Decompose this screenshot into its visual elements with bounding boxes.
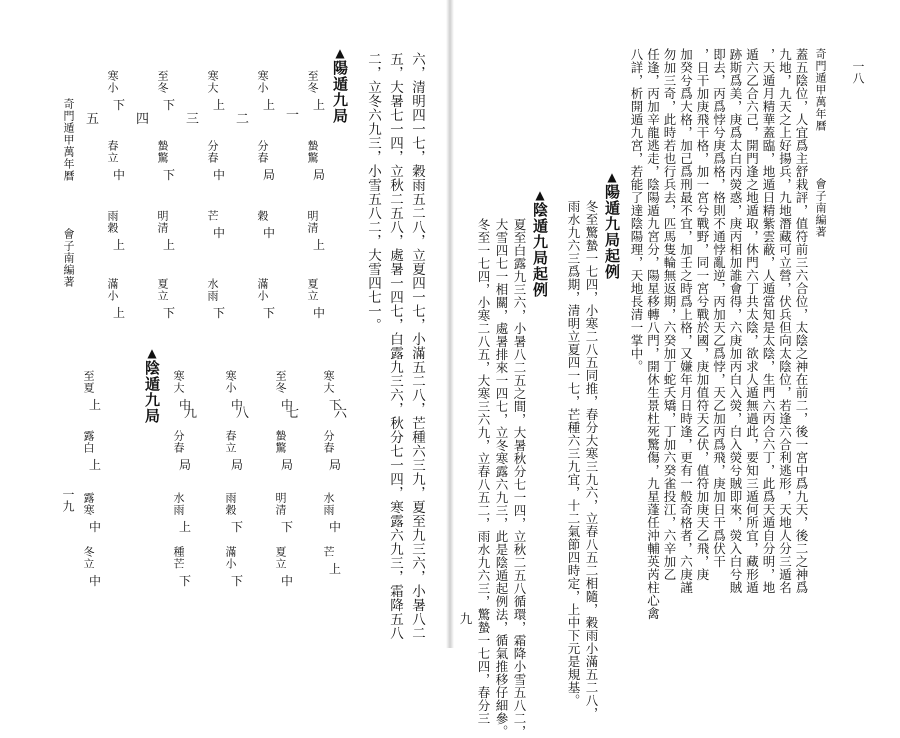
solar-term-label: 至冬 bbox=[306, 70, 319, 94]
yang-term-cell bbox=[304, 210, 334, 253]
yin-term-cell bbox=[80, 492, 110, 535]
yin-term-cell bbox=[222, 370, 252, 413]
yin-term-cell bbox=[320, 546, 350, 577]
yin-term-cell bbox=[320, 430, 350, 473]
solar-term-label: 至夏 bbox=[82, 370, 95, 394]
yang-term-cell bbox=[154, 70, 184, 113]
yang-term-cell bbox=[154, 210, 184, 253]
yuan-label: 下 bbox=[328, 398, 341, 412]
yuan-label: 下 bbox=[230, 574, 243, 588]
yin-term-cell bbox=[170, 546, 200, 589]
yin-term-cell bbox=[272, 492, 302, 535]
solar-term-label: 蟄驚 bbox=[274, 430, 287, 454]
yuan-label: 下 bbox=[178, 574, 191, 588]
solar-term-label: 至冬 bbox=[156, 70, 169, 94]
yuan-label: 局 bbox=[280, 458, 293, 472]
right-text-col: 蓋五陰位，人宜爲主舒栽評，值符前三六合位，太陰之神在前二，後一宮中爲九天，後二之神爲 bbox=[794, 48, 809, 594]
yuan-label: 下 bbox=[162, 306, 175, 320]
yang-term-cell bbox=[304, 140, 334, 183]
right-text-col: ，日干加庚飛干格，加一宮兮戰野，同一宮兮戰於國，庚加值符天乙伏，值符加庚天乙飛，庚 bbox=[695, 48, 710, 581]
yin-heading-text: 陰遁九局 bbox=[143, 360, 161, 424]
solar-term-label: 明清 bbox=[156, 210, 169, 234]
yang-term-cell bbox=[254, 210, 284, 241]
yuan-label: 局 bbox=[312, 168, 325, 182]
solar-term-label: 芒 bbox=[322, 546, 335, 558]
yang-col-number: 五 bbox=[86, 112, 100, 127]
yin-term-cell bbox=[80, 430, 110, 473]
yuan-label: 中 bbox=[280, 398, 293, 412]
yin-term-cell bbox=[170, 492, 200, 535]
right-text-col: 任逢，丙加辛龍逃走，陰陽遁九宮分，陽星移轉八門，開休生景杜死驚傷，九星蓬任沖輔英芮柱心禽 bbox=[645, 48, 661, 620]
heading-yin-rule-text: 陰遁九局起例 bbox=[531, 202, 549, 298]
solar-term-label: 春立 bbox=[224, 430, 237, 454]
yin-term-cell bbox=[170, 430, 200, 473]
yuan-label: 上 bbox=[312, 238, 325, 252]
yang-term-cell bbox=[154, 140, 184, 183]
yuan-label: 局 bbox=[230, 458, 243, 472]
solar-term-label: 寒大 bbox=[172, 370, 185, 394]
yuan-label: 下 bbox=[212, 306, 225, 320]
yuan-label: 上 bbox=[112, 306, 125, 320]
yin-rule-col: 夏至白露九三六，小暑八二五之間，大暑秋分七一四，立秋二五八循環，霜降小雪五八二， bbox=[512, 218, 527, 738]
yang-term-cell bbox=[154, 278, 184, 321]
yin-col-number: 七 bbox=[286, 406, 300, 421]
solar-term-label: 夏立 bbox=[156, 278, 169, 302]
solar-term-label: 夏立 bbox=[306, 278, 319, 302]
left-page-number: 一九 bbox=[61, 488, 75, 512]
solar-term-label: 蟄驚 bbox=[306, 140, 319, 164]
solar-term-label: 滿小 bbox=[256, 278, 269, 302]
solar-term-label: 穀 bbox=[256, 210, 269, 222]
yin-term-cell bbox=[170, 370, 200, 413]
yang-term-cell bbox=[304, 278, 334, 321]
yuan-label: 上 bbox=[112, 238, 125, 252]
right-header-title: 奇門遁甲萬年曆 bbox=[814, 48, 827, 132]
solar-term-label: 分春 bbox=[256, 140, 269, 164]
yuan-label: 中 bbox=[212, 226, 225, 240]
yin-col-number: 八 bbox=[236, 406, 250, 421]
triangle-icon: ▲ bbox=[533, 188, 547, 202]
yuan-label: 中 bbox=[112, 168, 125, 182]
solar-term-label: 寒大 bbox=[206, 70, 219, 94]
right-text-col: 九地，九天之上好揚兵，九地潛藏可立營，伏兵但向太陰位，若逢六合利逃形，天地人分三遁名 bbox=[777, 48, 793, 594]
solar-term-label: 寒大 bbox=[322, 370, 335, 394]
yang-term-cell bbox=[104, 210, 134, 253]
yang-term-cell bbox=[204, 278, 234, 321]
right-page bbox=[450, 0, 900, 738]
yang-term-cell bbox=[104, 278, 134, 321]
solar-term-label: 蟄驚 bbox=[156, 140, 169, 164]
yin-rule-col: 大雪四七一相關，處暑排來一四七，立冬寒露六九三，此是陰遁起例法，循氣推移仔細參。 bbox=[494, 218, 509, 738]
right-text-col: 遁六乙合六己，開門逢之地遁取，休門六丁共太陰，欲求人遁無過此，要知三遁何所宜，藏形遁 bbox=[744, 48, 760, 594]
solar-term-label: 夏立 bbox=[274, 546, 287, 570]
yin-term-cell bbox=[320, 370, 350, 413]
yang-term-cell bbox=[254, 70, 284, 113]
yang-term-cell bbox=[204, 140, 234, 183]
yin-term-cell bbox=[272, 430, 302, 473]
yuan-label: 中 bbox=[262, 226, 275, 240]
yin-term-cell bbox=[222, 430, 252, 473]
solar-term-label: 滿小 bbox=[106, 278, 119, 302]
yuan-label: 上 bbox=[88, 398, 101, 412]
right-text-col: 即去，丙爲悖兮庚爲格，格則不通悖亂逆，丙加天乙爲悖，天乙加丙爲飛，庚加日干爲伏干 bbox=[711, 48, 727, 568]
yuan-label: 局 bbox=[262, 168, 275, 182]
yuan-label: 下 bbox=[280, 520, 293, 534]
yin-col-number: 六 bbox=[334, 406, 348, 421]
yuan-label: 上 bbox=[162, 238, 175, 252]
yin-rule-col: 九 bbox=[458, 612, 473, 625]
solar-term-label: 水雨 bbox=[322, 492, 335, 516]
yuan-label: 下 bbox=[162, 168, 175, 182]
solar-term-label: 分春 bbox=[172, 430, 185, 454]
yuan-label: 上 bbox=[178, 520, 191, 534]
right-text-col: ，天遁月精華蓋臨，地遁日精紫雲蔽，人遁當知是太陰，生門六丙合六丁，此爲天遁自分明，地 bbox=[761, 48, 776, 594]
yin-term-cell bbox=[320, 492, 350, 535]
right-text-col: 加癸兮爲大格，加己爲刑最不宜，加壬之時爲上格，又嫌年月日時逢，更有一般奇格者，六庚謹 bbox=[678, 48, 694, 594]
yin-term-cell bbox=[80, 370, 110, 413]
yuan-label: 上 bbox=[328, 562, 341, 576]
yuan-label: 中 bbox=[312, 306, 325, 320]
left-header-title: 奇門遁甲萬年曆 bbox=[62, 98, 75, 182]
yuan-label: 上 bbox=[262, 98, 275, 112]
solar-term-label: 明清 bbox=[306, 210, 319, 234]
solar-term-label: 種芒 bbox=[172, 546, 185, 570]
yin-term-cell bbox=[272, 546, 302, 589]
yuan-label: 上 bbox=[312, 98, 325, 112]
right-page-number: 一八 bbox=[851, 60, 865, 84]
yang-col-number: 一 bbox=[286, 108, 300, 123]
left-page bbox=[0, 0, 450, 648]
yang-col-number: 二 bbox=[236, 112, 250, 127]
solar-term-label: 冬立 bbox=[82, 546, 95, 570]
solar-term-label: 水雨 bbox=[206, 278, 219, 302]
yang-term-cell bbox=[104, 140, 134, 183]
yuan-label: 中 bbox=[230, 398, 243, 412]
solar-term-label: 滿小 bbox=[224, 546, 237, 570]
yuan-label: 中 bbox=[328, 520, 341, 534]
solar-term-label: 水雨 bbox=[172, 492, 185, 516]
yang-term-cell bbox=[304, 70, 334, 113]
solar-term-label: 雨穀 bbox=[106, 210, 119, 234]
yuan-label: 中 bbox=[178, 398, 191, 412]
heading-yang-rule-text: 陽遁九局起例 bbox=[603, 184, 621, 280]
solar-term-label: 至冬 bbox=[274, 370, 287, 394]
yang-term-cell bbox=[204, 210, 234, 241]
yuan-label: 上 bbox=[212, 98, 225, 112]
yuan-label: 下 bbox=[262, 306, 275, 320]
yang-heading-text: 陽遁九局 bbox=[331, 60, 349, 124]
solar-term-label: 露寒 bbox=[82, 492, 95, 516]
yin-rule-col: 冬至一七四，小寒二八五，大寒三六九，立春八五二，雨水九六三，驚蟄一七四，春分三 bbox=[476, 218, 491, 725]
solar-term-label: 分春 bbox=[206, 140, 219, 164]
solar-term-label: 春立 bbox=[106, 140, 119, 164]
yuan-label: 中 bbox=[212, 168, 225, 182]
right-header-author: 會子南編著 bbox=[814, 178, 827, 238]
solar-term-label: 分春 bbox=[322, 430, 335, 454]
solar-term-label: 芒 bbox=[206, 210, 219, 222]
solar-term-label: 寒小 bbox=[224, 370, 237, 394]
yang-rule-col: 冬至驚蟄一七四，小寒二八五同推，春分大寒三九六，立春八五二相隨，穀雨小滿五二八， bbox=[584, 200, 599, 720]
yin-term-cell bbox=[80, 546, 110, 589]
yang-term-cell bbox=[204, 70, 234, 113]
yuan-label: 中 bbox=[88, 520, 101, 534]
left-text-col-2: 五，大暑七一四，立秋二五八，處暑一四七，白露九三六，秋分七一四，寒露六九三，霜降五八 bbox=[387, 52, 403, 640]
solar-term-label: 雨穀 bbox=[224, 492, 237, 516]
yuan-label: 下 bbox=[112, 98, 125, 112]
left-text-col-3: 二，立冬六九三，小雪五八二，大雪四七一。 bbox=[365, 52, 381, 332]
yang-term-cell bbox=[254, 278, 284, 321]
yuan-label: 局 bbox=[178, 458, 191, 472]
yuan-label: 上 bbox=[88, 458, 101, 472]
yang-col-number: 四 bbox=[136, 112, 150, 127]
solar-term-label: 露白 bbox=[82, 430, 95, 454]
right-text-col: 八詳，析開遁九宮，若能了達陰陽理，天地長清一掌中。 bbox=[629, 48, 644, 373]
yuan-label: 下 bbox=[230, 520, 243, 534]
yang-term-cell bbox=[254, 140, 284, 183]
left-header-author: 會子南編著 bbox=[62, 228, 75, 288]
triangle-icon: ▲ bbox=[605, 170, 619, 184]
yin-term-cell bbox=[222, 492, 252, 535]
solar-term-label: 明清 bbox=[274, 492, 287, 516]
yuan-label: 局 bbox=[328, 458, 341, 472]
left-text-col-1: 六，清明四一七，穀雨五二八，立夏四一七，小滿五二八，芒種六三九，夏至九三六，小暑八二 bbox=[409, 52, 425, 640]
yuan-label: 中 bbox=[280, 574, 293, 588]
yang-rule-col: 雨水九六三爲期，清明立夏四一七，芒種六三九宜，十二氣節四時定，上中下元是規基。 bbox=[566, 200, 581, 707]
triangle-icon: ▲ bbox=[333, 46, 347, 60]
yin-term-cell bbox=[272, 370, 302, 413]
right-text-col: 勿加三奇，此時若也行兵去，匹馬隻輪無返期，六癸加丁蛇夭矯，丁加六癸雀投江，六辛加乙 bbox=[662, 48, 677, 581]
triangle-icon: ▲ bbox=[145, 346, 159, 360]
yang-col-number: 三 bbox=[186, 112, 200, 127]
right-text-col: 跡斯爲美，庚爲太白丙熒惑，庚丙相加誰會得，六庚加丙白入熒，白入熒兮賊即來，熒入白兮賊 bbox=[728, 48, 743, 594]
yin-col-number: 九 bbox=[184, 406, 198, 421]
yuan-label: 下 bbox=[162, 98, 175, 112]
solar-term-label: 寒小 bbox=[106, 70, 119, 94]
yang-term-cell bbox=[104, 70, 134, 113]
yuan-label: 中 bbox=[88, 574, 101, 588]
yin-term-cell bbox=[222, 546, 252, 589]
solar-term-label: 寒小 bbox=[256, 70, 269, 94]
